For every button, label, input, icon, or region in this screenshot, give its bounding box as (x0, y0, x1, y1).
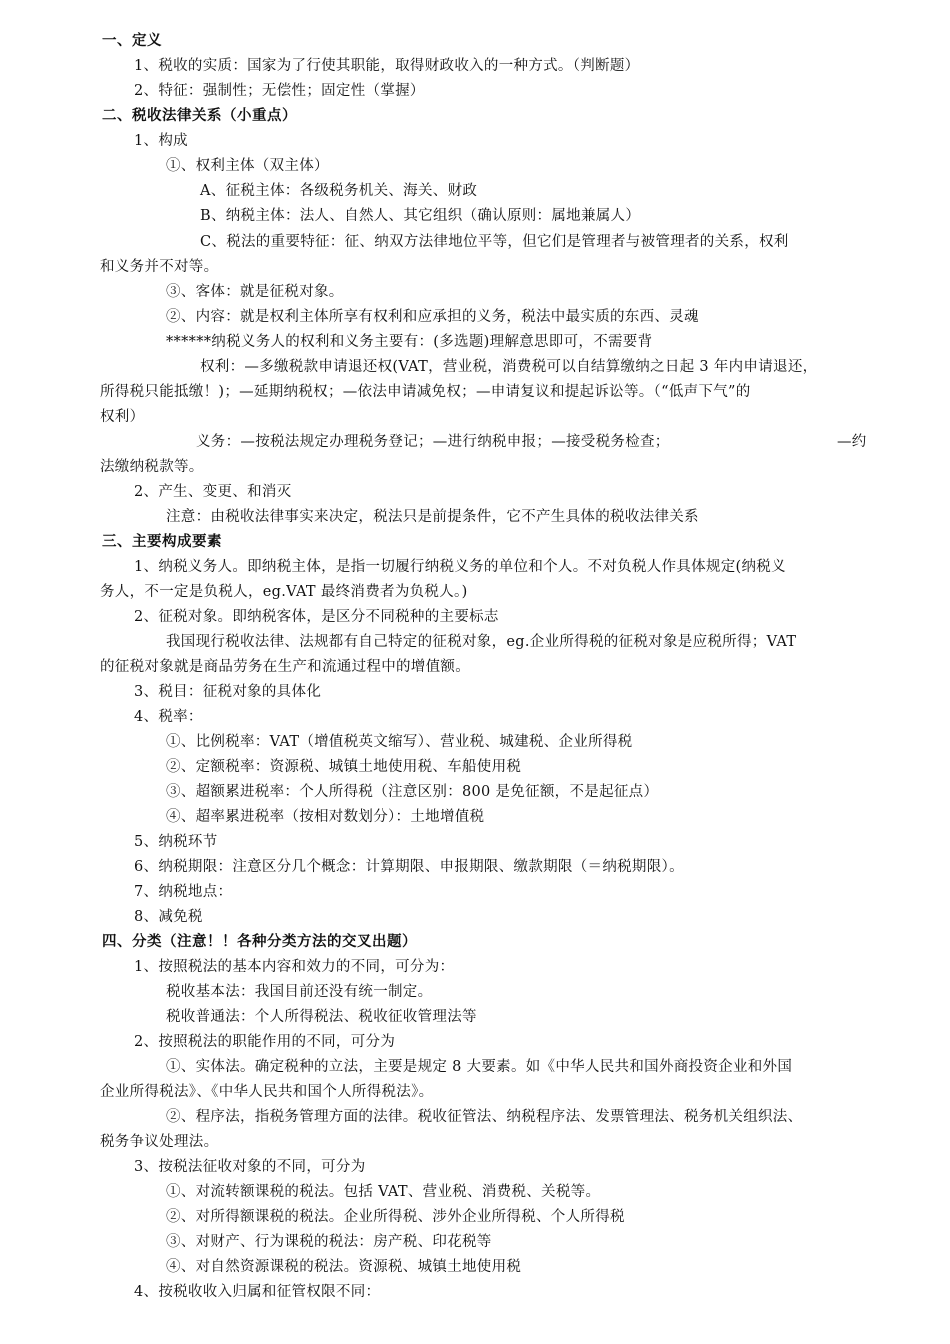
text-line: 注意：由税收法律事实来决定，税法只是前提条件，它不产生具体的税收法律关系 (166, 509, 699, 525)
text-line: ③、超额累进税率：个人所得税（注意区别：800 是免征额，不是起征点） (166, 784, 659, 800)
text-line: 2、产生、变更、和消灭 (134, 484, 292, 500)
text-line: 6、纳税期限：注意区分几个概念：计算期限、申报期限、缴款期限（＝纳税期限）。 (134, 859, 684, 875)
text-line: ①、对流转额课税的税法。包括 VAT、营业税、消费税、关税等。 (166, 1184, 601, 1200)
text-line: ②、内容：就是权利主体所享有权利和应承担的义务，税法中最实质的东西、灵魂 (166, 309, 699, 325)
text-line: ③、客体：就是征税对象。 (166, 284, 344, 300)
text-line: 义务：—按税法规定办理税务登记；—进行纳税申报；—接受税务检查； (196, 434, 670, 450)
text-line: ④、超率累进税率（按相对数划分）：土地增值税 (166, 809, 485, 825)
heading-2-legal-relation: 二、税收法律关系（小重点） (102, 108, 297, 124)
text-line: 权利：—多缴税款申请退还权(VAT，营业税，消费税可以自结算缴纳之日起 3 年内申请退还， (200, 359, 818, 375)
text-line: ③、对财产、行为课税的税法：房产税、印花税等 (166, 1234, 492, 1250)
text-line: ①、实体法。确定税种的立法，主要是规定 8 大要素。如《中华人民共和国外商投资企业和外国 (166, 1059, 793, 1075)
text-line: 税务争议处理法。 (100, 1134, 219, 1150)
heading-1-definition: 一、定义 (102, 33, 162, 49)
text-line: ①、权利主体（双主体） (166, 158, 329, 174)
text-line: 1、纳税义务人。即纳税主体，是指一切履行纳税义务的单位和个人。不对负税人作具体规定(纳税义 (134, 559, 786, 575)
text-line: 1、构成 (134, 133, 188, 149)
text-line: 1、税收的实质：国家为了行使其职能，取得财政收入的一种方式。（判断题） (134, 58, 640, 74)
text-line: 企业所得税法》、《中华人民共和国个人所得税法》。 (100, 1084, 434, 1100)
text-line: C、税法的重要特征：征、纳双方法律地位平等，但它们是管理者与被管理者的关系，权利 (200, 234, 789, 250)
text-line: —约 (837, 434, 867, 450)
text-line: 7、纳税地点： (134, 884, 233, 900)
text-line: 5、纳税环节 (134, 834, 218, 850)
text-line: 的征税对象就是商品劳务在生产和流通过程中的增值额。 (100, 659, 470, 675)
text-line: ②、对所得额课税的税法。企业所得税、涉外企业所得税、个人所得税 (166, 1209, 625, 1225)
text-line: ②、定额税率：资源税、城镇土地使用税、车船使用税 (166, 759, 522, 775)
text-line: 3、按税法征收对象的不同，可分为 (134, 1159, 366, 1175)
text-line: 8、减免税 (134, 909, 203, 925)
text-line: 2、征税对象。即纳税客体，是区分不同税种的主要标志 (134, 609, 499, 625)
text-line: B、纳税主体：法人、自然人、其它组织（确认原则：属地兼属人） (200, 208, 641, 224)
text-line: 和义务并不对等。 (100, 259, 219, 275)
heading-3-elements: 三、主要构成要素 (102, 534, 222, 550)
text-line: ②、程序法，指税务管理方面的法律。税收征管法、纳税程序法、发票管理法、税务机关组织法、 (166, 1109, 803, 1125)
text-line: ******纳税义务人的权利和义务主要有：(多选题)理解意思即可，不需要背 (166, 334, 653, 350)
text-line: 税收基本法：我国目前还没有统一制定。 (166, 984, 433, 1000)
text-line: ①、比例税率：VAT（增值税英文缩写）、营业税、城建税、企业所得税 (166, 734, 633, 750)
text-line: 务人，不一定是负税人，eg.VAT 最终消费者为负税人。) (100, 584, 468, 600)
text-line: 3、税目：征税对象的具体化 (134, 684, 322, 700)
text-line: 2、特征：强制性；无偿性；固定性（掌握） (134, 83, 425, 99)
text-line: ④、对自然资源课税的税法。资源税、城镇土地使用税 (166, 1259, 522, 1275)
text-line: 2、按照税法的职能作用的不同，可分为 (134, 1034, 396, 1050)
text-line: 税收普通法：个人所得税法、税收征收管理法等 (166, 1009, 477, 1025)
text-line: 我国现行税收法律、法规都有自己特定的征税对象，eg.企业所得税的征税对象是应税所得；VAT (166, 634, 797, 650)
text-line: 4、税率： (134, 709, 203, 725)
text-line: 1、按照税法的基本内容和效力的不同，可分为： (134, 959, 455, 975)
heading-4-classification: 四、分类（注意！！各种分类方法的交叉出题） (102, 934, 417, 950)
text-line: 法缴纳税款等。 (100, 459, 204, 475)
text-line: A、征税主体：各级税务机关、海关、财政 (200, 183, 478, 199)
text-line: 权利） (100, 409, 145, 425)
text-line: 4、按税收收入归属和征管权限不同： (134, 1284, 381, 1300)
text-line: 所得税只能抵缴！)；—延期纳税权；—依法申请减免权；—申请复议和提起诉讼等。（“低声下气”的 (100, 384, 751, 400)
